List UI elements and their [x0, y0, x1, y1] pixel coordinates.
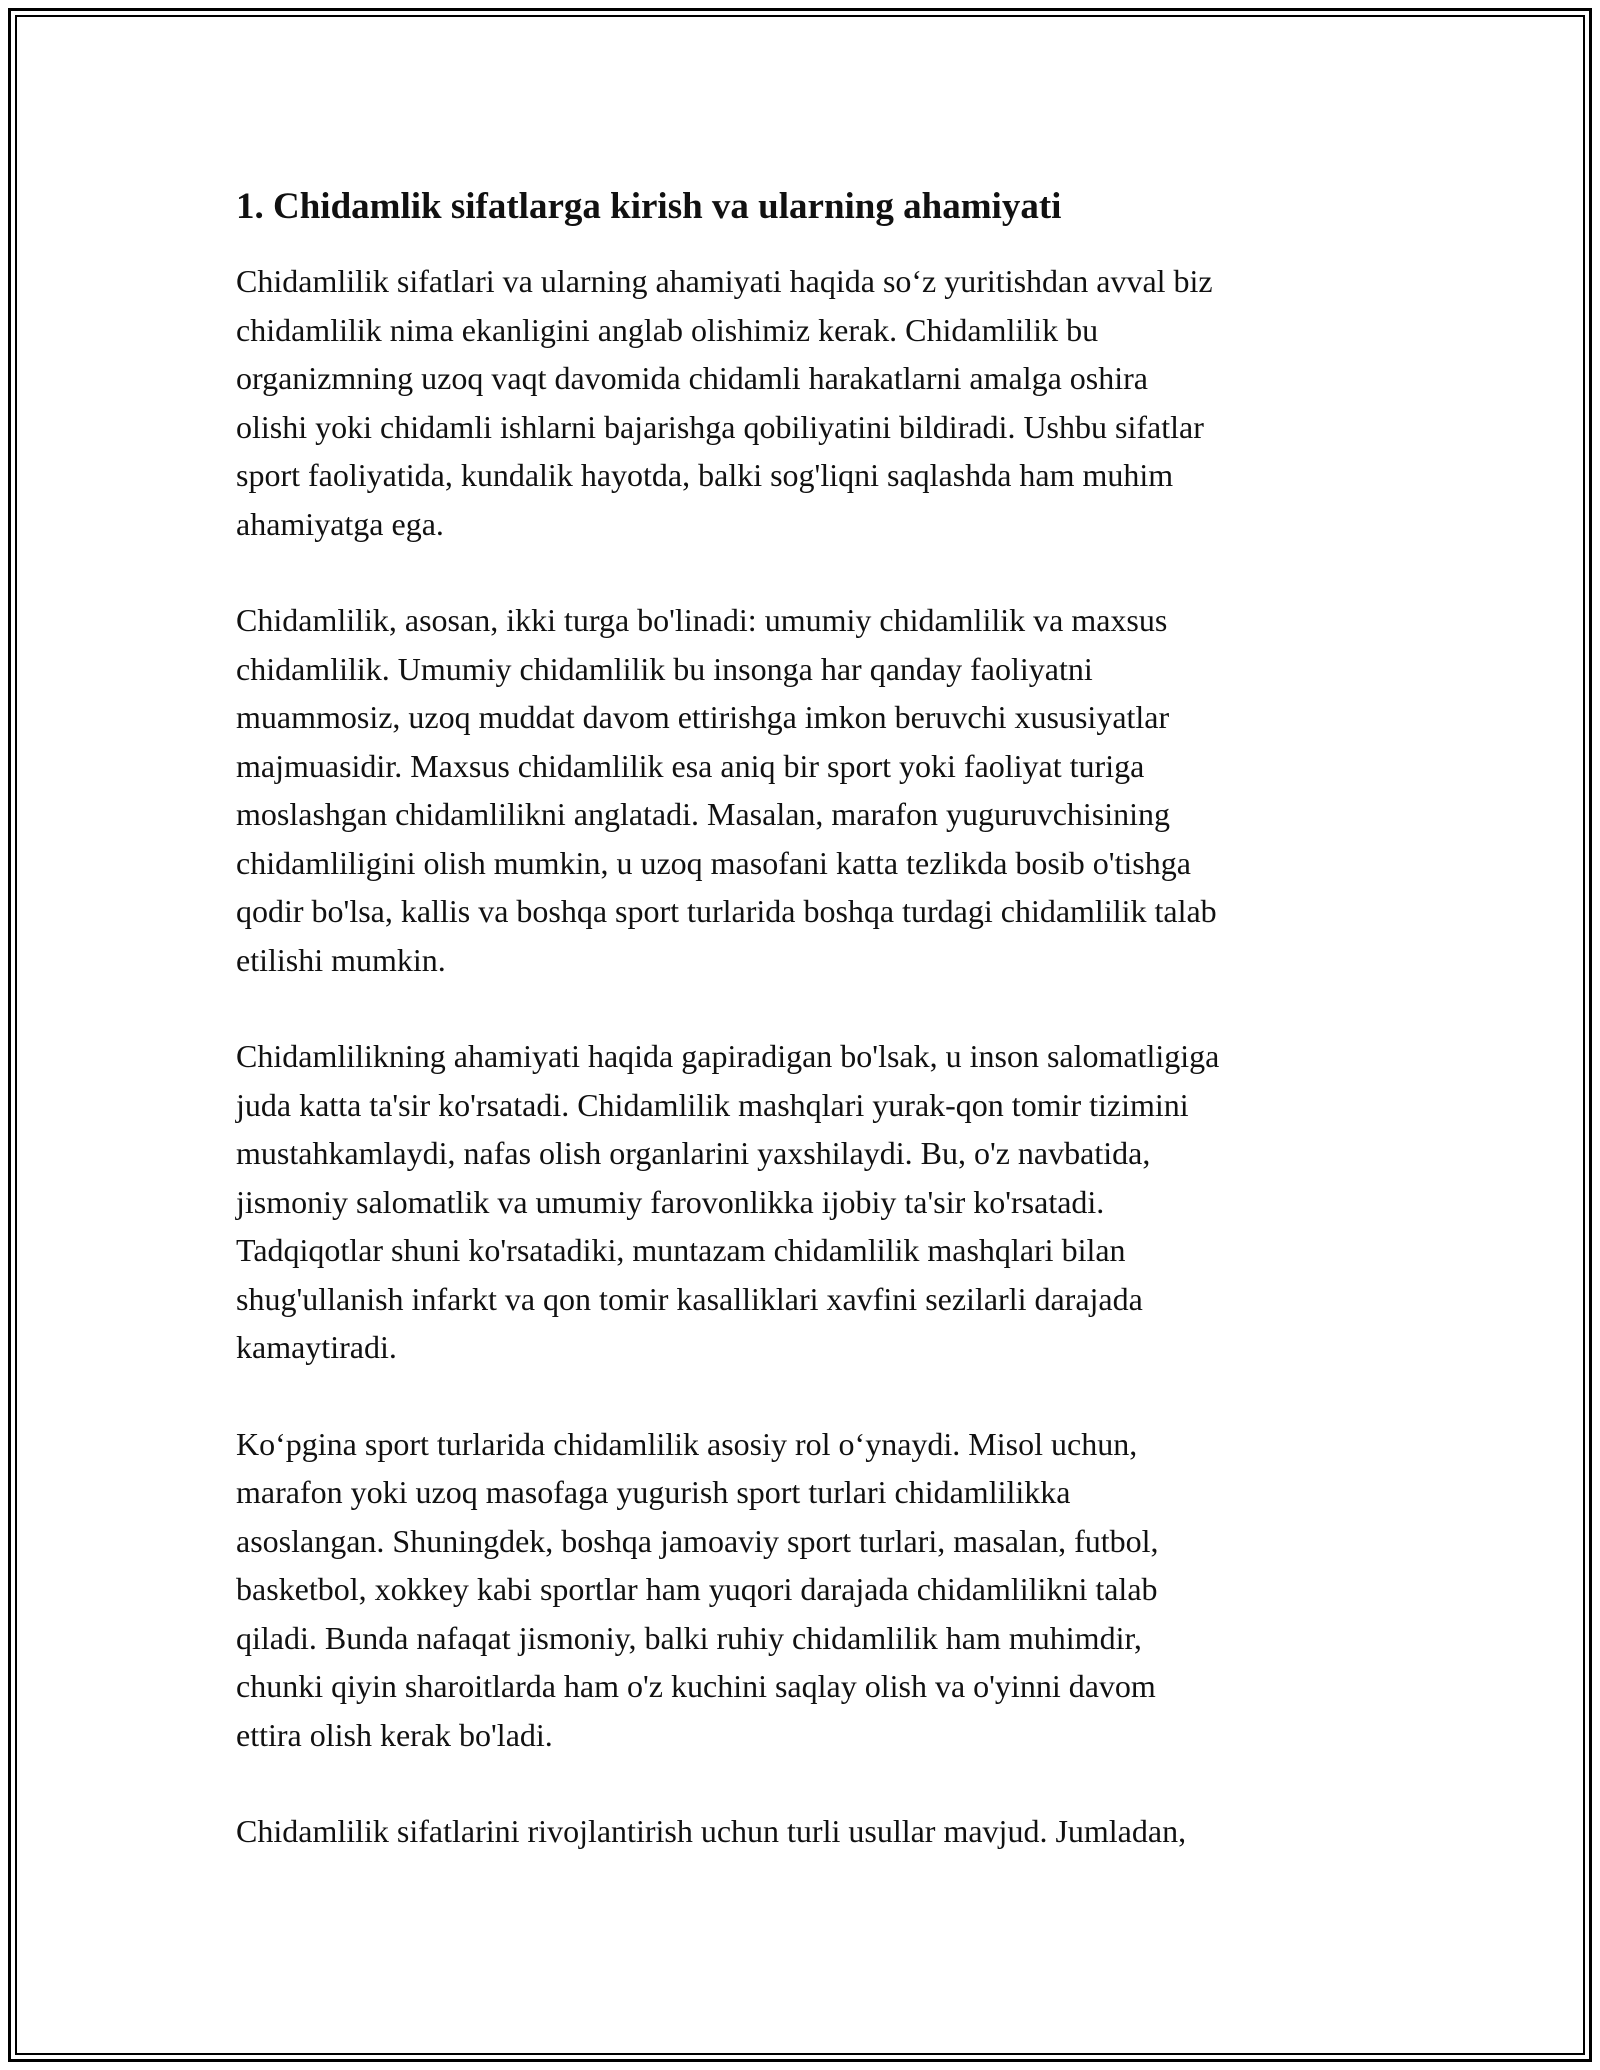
- paragraph-definition: Chidamlilik sifatlari va ularning ahamiyati haqida so‘z yuritishdan avval biz chidamlilik nima ekanligini anglab olishimiz kerak. Chidamlilik bu organizmning uzoq vaqt davomida chidamli harakatlarni amalga oshira olishi yoki chidamli ishlarni bajarishga qobiliyatini bildiradi. Ushbu sifatlar sport faoliyatida, kundalik hayotda, balki sog'liqni saqlashda ham muhim ahamiyatga ega.: [236, 263, 1213, 542]
- paragraph-types: Chidamlilik, asosan, ikki turga bo'linadi: umumiy chidamlilik va maxsus chidamlilik. Umumiy chidamlilik bu insonga har qanday faoliyatni muammosiz, uzoq muddat davom ettirishga imkon beruvchi xususiyatlar majmuasidir. Maxsus chidamlilik esa aniq bir sport yoki faoliyat turiga moslashgan chidamlilikni anglatadi. Masalan, marafon yuguruvchisining chidamliligini olish mumkin, u uzoq masofani katta tezlikda bosib o'tishga qodir bo'lsa, kallis va boshqa sport turlarida boshqa turdagi chidamlilik talab etilishi mumkin.: [236, 602, 1217, 978]
- paragraph-health-importance: Chidamlilikning ahamiyati haqida gapiradigan bo'lsak, u inson salomatligiga juda katta ta'sir ko'rsatadi. Chidamlilik mashqlari yurak-qon tomir tizimini mustahkamlaydi, nafas olish organlarini yaxshilaydi. Bu, o'z navbatida, jismoniy salomatlik va umumiy farovonlikka ijobiy ta'sir ko'rsatadi. Tadqiqotlar shuni ko'rsatadiki, muntazam chidamlilik mashqlari bilan shug'ullanish infarkt va qon tomir kasalliklari xavfini sezilarli darajada kamaytiradi.: [236, 1038, 1220, 1365]
- paragraph-sports-role: Ko‘pgina sport turlarida chidamlilik asosiy rol o‘ynaydi. Misol uchun, marafon yoki uzoq masofaga yugurish sport turlari chidamlilikka asoslangan. Shuningdek, boshqa jamoaviy sport turlari, masalan, futbol, basketbol, xokkey kabi sportlar ham yuqori darajada chidamlilikni talab qiladi. Bunda nafaqat jismoniy, balki ruhiy chidamlilik ham muhimdir, chunki qiyin sharoitlarda ham o'z kuchini saqlay olish va o'yinni davom ettira olish kerak bo'ladi.: [236, 1425, 1159, 1753]
- document-body: [236, 183, 1416, 1904]
- paragraph-development-methods: Chidamlilik sifatlarini rivojlantirish uchun turli usullar mavjud. Jumladan,: [236, 1813, 1187, 1849]
- section-heading: 1. Chidamlik sifatlarga kirish va ularning ahamiyati: [236, 186, 1062, 227]
